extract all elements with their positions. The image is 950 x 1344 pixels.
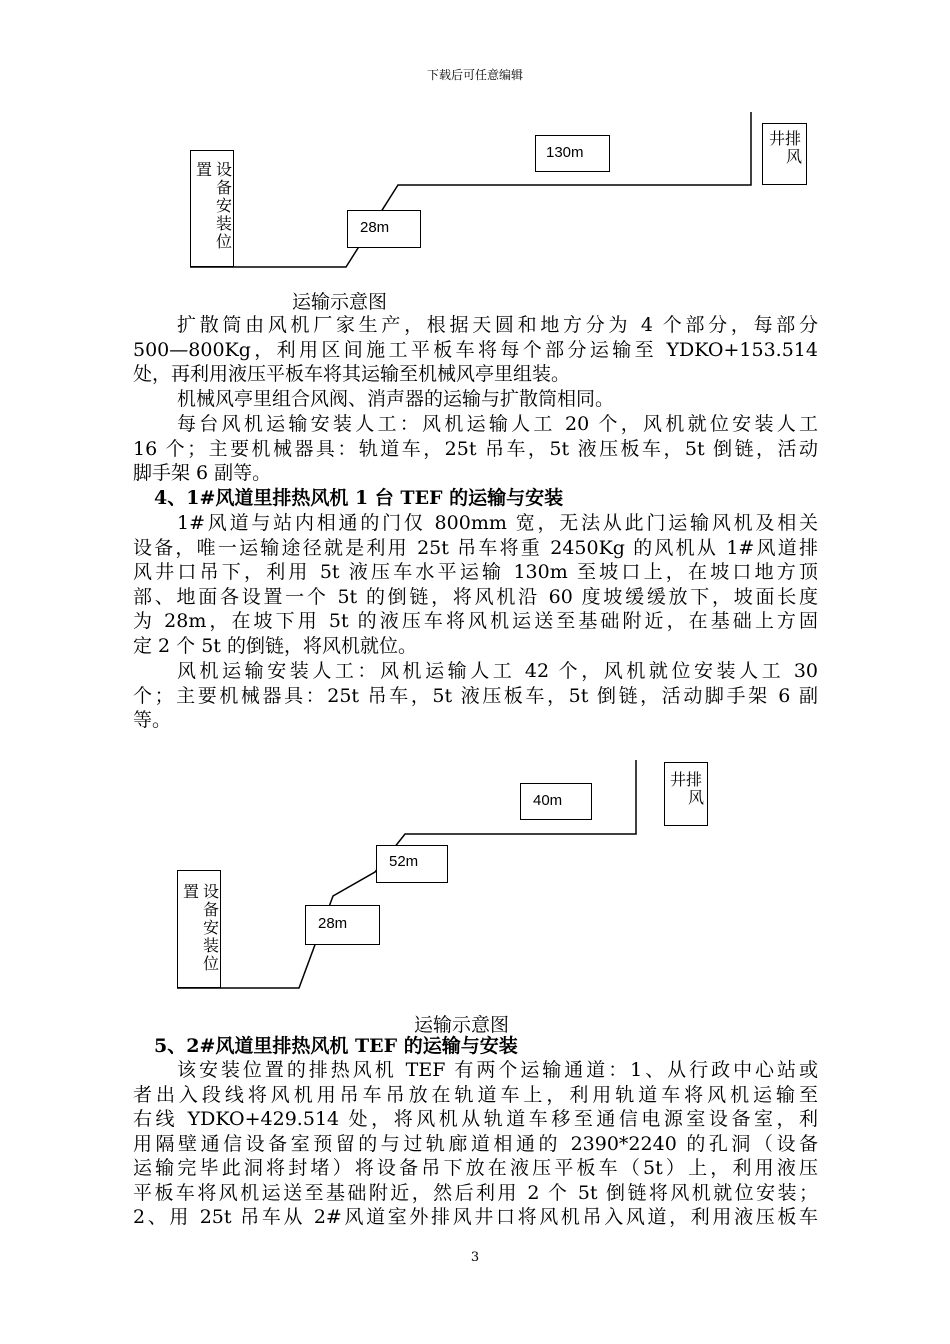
text-line: 者出入段线将风机用吊车吊放在轨道车上，利用轨道车将风机运输至 xyxy=(133,1083,818,1106)
text-line: 2、用 25t 吊车从 2#风道室外排风井口将风机吊入风道，利用液压板车 xyxy=(133,1206,818,1228)
segment-28m-label-2: 28m xyxy=(318,915,348,932)
text-line: 定 2 个 5t 的倒链，将风机就位。 xyxy=(133,634,417,657)
text-line: 设备，唯一运输途径就是利用 25t 吊车将重 2450Kg 的风机从 1#风道排 xyxy=(133,536,818,559)
text-line: 运输完毕此洞将封堵）将设备吊下放在液压平板车（5t）上，利用液压 xyxy=(133,1157,818,1179)
box2-text-left: 置 xyxy=(182,882,199,901)
text-line: 平板车将风机运送至基础附近，然后利用 2 个 5t 倒链将风机就位安装； xyxy=(133,1181,818,1204)
box-text-right: 设 备 安 装 位 xyxy=(215,160,232,251)
text-line: 机械风亭里组合风阀、消声器的运输与扩散筒相同。 xyxy=(177,388,615,410)
shaft2-text-top: 井排 xyxy=(669,770,702,789)
segment-28m-box-2 xyxy=(305,905,380,945)
box2-text-col-right xyxy=(202,883,220,973)
box2-text-col-left xyxy=(182,883,200,901)
text-line: 该安装位置的排热风机 TEF 有两个运输通道：1、从行政中心站或 xyxy=(177,1059,818,1081)
shaft-text-top: 井排 xyxy=(768,129,801,148)
text-line: 处，再利用液压平板车将其运输至机械风亭里组装。 xyxy=(133,363,571,385)
box-text-left: 置 xyxy=(195,160,212,179)
box2-text-right: 设 备 安 装 位 xyxy=(202,882,219,973)
text-line: 500—800Kg，利用区间施工平板车将每个部分运输至 YDKO+153.514 xyxy=(133,338,818,361)
text-line: 脚手架 6 副等。 xyxy=(133,462,272,484)
shaft-text-bottom: 风 xyxy=(785,147,802,166)
section-heading-4: 4、1#风道里排热风机 1 台 TEF 的运输与安装 xyxy=(154,487,564,509)
page-header: 下载后可任意编辑 xyxy=(426,68,523,82)
exhaust-shaft-box-2 xyxy=(664,762,708,826)
text-line: 1#风道与站内相通的门仅 800mm 宽，无法从此门运输风机及相关 xyxy=(177,512,818,534)
segment-40m-box xyxy=(520,783,592,820)
segment-52m-box xyxy=(376,845,448,883)
text-line: 每台风机运输安装人工：风机运输人工 20 个，风机就位安装人工 xyxy=(177,413,818,435)
text-line: 个；主要机械器具：25t 吊车，5t 液压板车，5t 倒链，活动脚手架 6 副 xyxy=(133,684,818,707)
text-line: 风机运输安装人工：风机运输人工 42 个，风机就位安装人工 30 xyxy=(177,660,818,682)
diagram-2-caption: 运输示意图 xyxy=(414,1014,510,1036)
shaft2-text-bottom: 风 xyxy=(687,788,704,807)
text-line: 用隔壁通信设备室预留的与过轨廊道相通的 2390*2240 的孔洞（设备 xyxy=(133,1132,818,1155)
text-line: 16 个；主要机械器具：轨道车，25t 吊车，5t 液压板车，5t 倒链，活动 xyxy=(133,437,818,460)
text-line: 部、地面各设置一个 5t 的倒链，将风机沿 60 度坡缓缓放下，坡面长度 xyxy=(133,585,818,608)
text-line: 等。 xyxy=(133,709,172,731)
text-line: 为 28m，在坡下用 5t 的液压车将风机运送至基础附近，在基础上方固 xyxy=(133,610,818,632)
text-line: 扩散筒由风机厂家生产，根据天圆和地方分为 4 个部分，每部分 xyxy=(177,314,818,336)
segment-28m-label: 28m xyxy=(360,219,390,236)
page-number: 3 xyxy=(470,1250,480,1265)
text-line: 右线 YDKO+429.514 处，将风机从轨道车移至通信电源室设备室，利 xyxy=(133,1108,818,1130)
diagram-1-caption: 运输示意图 xyxy=(292,291,388,313)
paragraph-fan-2 xyxy=(133,1058,818,1230)
segment-130m-label: 130m xyxy=(546,144,584,161)
text-line: 风井口吊下，利用 5t 液压车水平运输 130m 至坡口上，在坡口地方顶 xyxy=(133,561,818,583)
equipment-position-box-2 xyxy=(177,870,221,988)
segment-40m-label: 40m xyxy=(533,792,563,809)
segment-52m-label: 52m xyxy=(389,853,419,870)
section-heading-5: 5、2#风道里排热风机 TEF 的运输与安装 xyxy=(154,1035,518,1057)
